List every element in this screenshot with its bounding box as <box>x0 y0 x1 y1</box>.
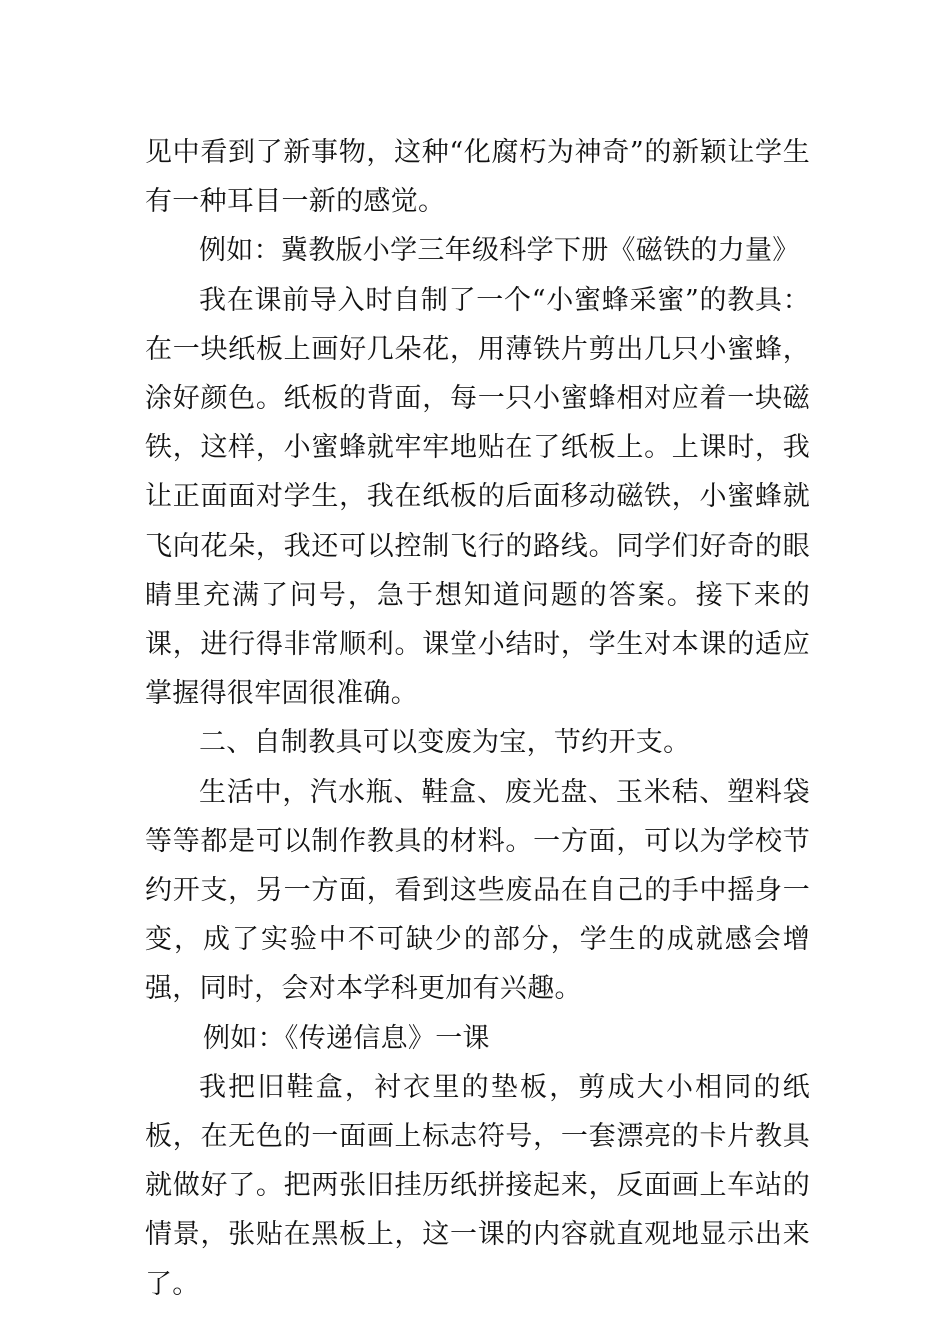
paragraph-shoebox-cards: 我把旧鞋盒，衬衣里的垫板，剪成大小相同的纸板，在无色的一面画上标志符号，一套漂亮的卡片教具就做好了。把两张旧挂历纸拼接起来，反面画上车站的情景，张贴在黑板上，这一课的内容就直观地显示出来了。 <box>145 1071 810 1300</box>
paragraph-example-info-lesson: 例如：《传递信息》一课 <box>203 1022 490 1054</box>
paragraph-example-magnet-lesson: 例如：冀教版小学三年级科学下册《磁铁的力量》 <box>199 235 800 267</box>
paragraph-continuation: 见中看到了新事物，这种“化腐朽为神奇”的新颖让学生有一种耳目一新的感觉。 <box>145 137 810 218</box>
section-heading-two: 二、自制教具可以变废为宝，节约开支。 <box>199 727 691 759</box>
paragraph-waste-materials: 生活中，汽水瓶、鞋盒、废光盘、玉米秸、塑料袋等等都是可以制作教具的材料。一方面，可以为学校节约开支，另一方面，看到这些废品在自己的手中摇身一变，成了实验中不可缺少的部分，学生的成就感会增强，同时，会对本学科更加有兴趣。 <box>145 776 810 1005</box>
paragraph-bee-teaching-aid: 我在课前导入时自制了一个“小蜜蜂采蜜”的教具：在一块纸板上画好几朵花，用薄铁片剪出几只小蜜蜂，涂好颜色。纸板的背面，每一只小蜜蜂相对应着一块磁铁，这样，小蜜蜂就牢牢地贴在了纸板上。上课时，我让正面面对学生，我在纸板的后面移动磁铁，小蜜蜂就飞向花朵，我还可以控制飞行的路线。同学们好奇的眼睛里充满了问号，急于想知道问题的答案。接下来的课，进行得非常顺利。课堂小结时，学生对本课的适应掌握得很牢固很准确。 <box>145 284 810 710</box>
document-body <box>145 128 810 1309</box>
